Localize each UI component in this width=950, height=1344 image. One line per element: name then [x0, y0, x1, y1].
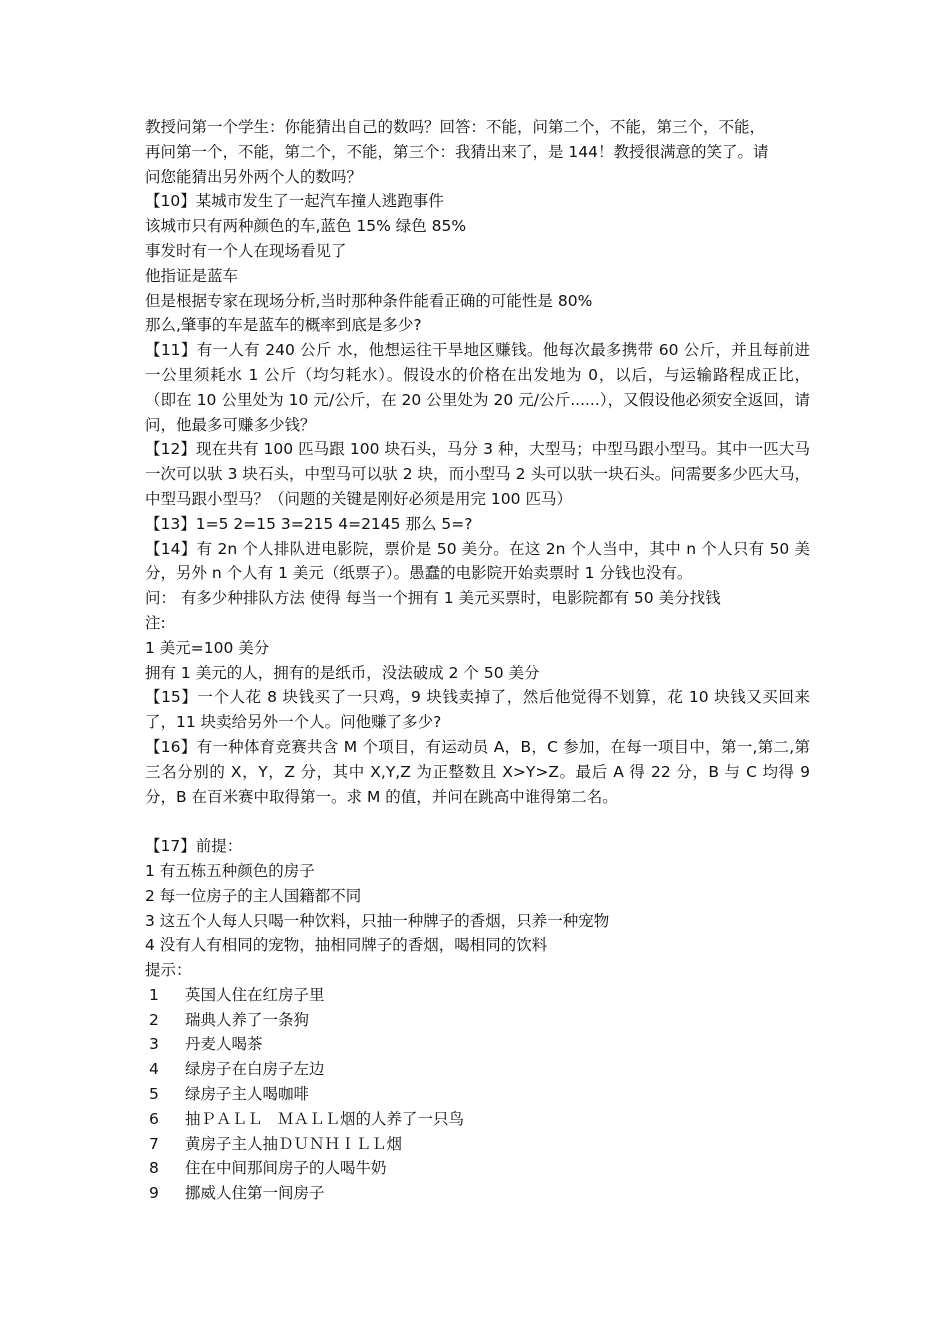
q11-paragraph: 【11】有一人有 240 公斤 水，他想运往干旱地区赚钱。他每次最多携带 60 公斤，并且每前进一公里须耗水 1 公斤（均匀耗水）。假设水的价格在出发地为 0，以后，与运输路程成正比， （即在 10 公里处为 10 元/公斤，在 20 公里处为 20 元/公斤......），又假设他必须安全返回，请问，他最多可赚多少钱？	[145, 341, 810, 434]
blank-line	[145, 809, 810, 834]
hint-text: 丹麦人喝茶	[185, 1035, 263, 1054]
document-body	[145, 115, 810, 1206]
hint-number: 3	[149, 1035, 159, 1054]
hint-text: 抽ＰＡＬＬ ＭＡＬＬ烟的人养了一只鸟	[185, 1109, 465, 1128]
q14-paragraph: 【14】有 2n 个人排队进电影院，票价是 50 美分。在这 2n 个人当中，其中 n 个人只有 50 美分，另外 n 个人有 1 美元（纸票子）。愚蠢的电影院开始卖票时 1 分钱也没有。	[145, 539, 810, 583]
hint-number: 2	[149, 1010, 159, 1029]
q10-line-2: 事发时有一个人在现场看见了	[145, 241, 347, 260]
q17-hint-item	[145, 983, 810, 1008]
hint-text: 绿房子主人喝咖啡	[185, 1085, 310, 1104]
hint-number: 6	[149, 1109, 159, 1128]
hint-text: 绿房子在白房子左边	[185, 1060, 325, 1079]
q17-premise-1: 1 有五栋五种颜色的房子	[145, 861, 315, 880]
q10-line-5: 那么,肇事的车是蓝车的概率到底是多少?	[145, 316, 422, 335]
q17-hint-item	[145, 1107, 810, 1132]
q14-ask: 问： 有多少种排队方法 使得 每当一个拥有 1 美元买票时，电影院都有 50 美分找钱	[145, 589, 721, 608]
q17-premise-2: 2 每一位房子的主人国籍都不同	[145, 886, 362, 905]
q17-hint-item	[145, 1082, 810, 1107]
q17-hint-item	[145, 1057, 810, 1082]
q17-hint-item	[145, 1132, 810, 1157]
hint-number: 9	[149, 1184, 159, 1203]
q16-paragraph: 【16】有一种体育竞赛共含 M 个项目，有运动员 A，B，C 参加，在每一项目中，第一,第二,第三名分别的 X，Y，Z 分，其中 X,Y,Z 为正整数且 X>Y>Z。最后 A 得 22 分，B 与 C 均得 9 分，B 在百米赛中取得第一。求 M 的值，并问在跳高中谁得第二名。	[145, 737, 810, 806]
q10-line-4: 但是根据专家在现场分析,当时那种条件能看正确的可能性是 80%	[145, 291, 593, 310]
q17-title: 【17】前提：	[145, 837, 243, 856]
q17-hint-item	[145, 1008, 810, 1033]
hint-number: 1	[149, 985, 159, 1004]
intro-line-3: 问您能猜出另外两个人的数吗？	[145, 167, 363, 186]
q14-note-2: 拥有 1 美元的人，拥有的是纸币，没法破成 2 个 50 美分	[145, 663, 540, 682]
intro-line-2: 再问第一个，不能，第二个，不能，第三个：我猜出来了，是 144！教授很满意的笑了。请	[145, 142, 769, 161]
q17-premise-4: 4 没有人有相同的宠物，抽相同牌子的香烟，喝相同的饮料	[145, 936, 548, 955]
hint-number: 8	[149, 1159, 159, 1178]
hint-number: 4	[149, 1060, 159, 1079]
q17-hint-item	[145, 1156, 810, 1181]
q10-line-3: 他指证是蓝车	[145, 266, 239, 285]
hint-text: 挪威人住第一间房子	[185, 1184, 325, 1203]
q17-hint-label: 提示：	[145, 961, 192, 980]
q17-hint-item	[145, 1032, 810, 1057]
q15-paragraph: 【15】一个人花 8 块钱买了一只鸡，9 块钱卖掉了，然后他觉得不划算，花 10 块钱又买回来了，11 块卖给另外一个人。问他赚了多少?	[145, 688, 810, 732]
q14-note-label: 注:	[145, 613, 166, 632]
hint-text: 黄房子主人抽ＤＵＮＨＩＬＬ烟	[185, 1134, 403, 1153]
hint-text: 住在中间那间房子的人喝牛奶	[185, 1159, 387, 1178]
q17-premise-3: 3 这五个人每人只喝一种饮料，只抽一种牌子的香烟，只养一种宠物	[145, 911, 610, 930]
q14-note-1: 1 美元=100 美分	[145, 638, 270, 657]
hint-text: 英国人住在红房子里	[185, 985, 325, 1004]
hint-text: 瑞典人养了一条狗	[185, 1010, 310, 1029]
q12-paragraph: 【12】现在共有 100 匹马跟 100 块石头，马分 3 种，大型马；中型马跟小型马。其中一匹大马一次可以驮 3 块石头，中型马可以驮 2 块，而小型马 2 头可以驮一块石头。问需要多少匹大马，中型马跟小型马？（问题的关键是刚好必须是用完 100 匹马）	[145, 440, 810, 508]
q10-title: 【10】某城市发生了一起汽车撞人逃跑事件	[145, 192, 444, 211]
q13-line: 【13】1=5 2=15 3=215 4=2145 那么 5=?	[145, 514, 473, 533]
intro-line-1: 教授问第一个学生：你能猜出自己的数吗？回答：不能，问第二个，不能，第三个，不能，	[145, 118, 766, 136]
q17-hint-item	[145, 1181, 810, 1206]
hint-number: 7	[149, 1134, 159, 1153]
q10-line-1: 该城市只有两种颜色的车,蓝色 15% 绿色 85%	[145, 217, 467, 236]
hint-number: 5	[149, 1085, 159, 1104]
